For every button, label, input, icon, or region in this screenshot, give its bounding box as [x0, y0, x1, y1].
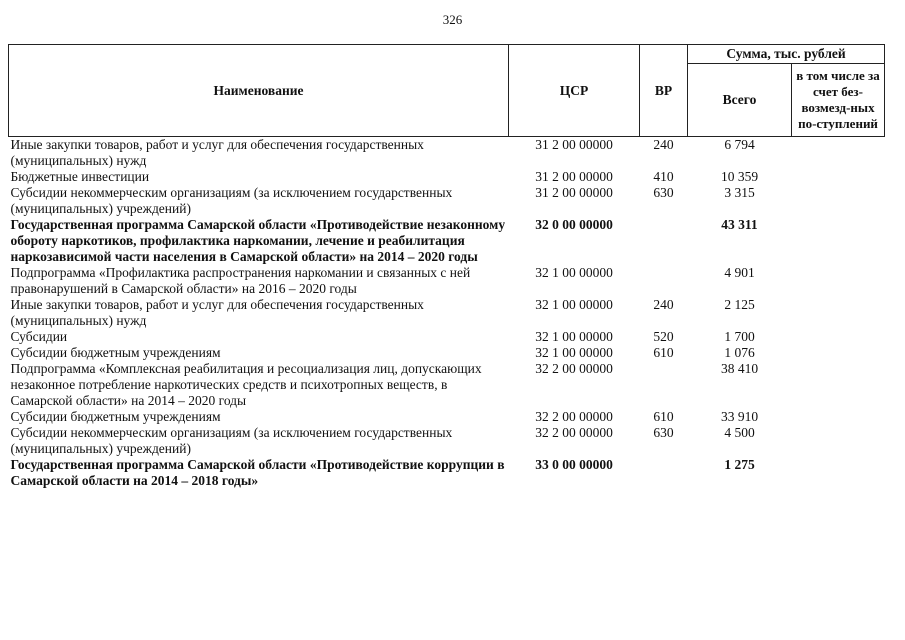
row-including: [792, 457, 885, 489]
row-csr: 32 0 00 00000: [535, 217, 613, 232]
header-csr: ЦСР: [509, 45, 640, 137]
row-including: [792, 185, 885, 217]
row-csr: 33 0 00 00000: [535, 457, 613, 472]
row-name: Иные закупки товаров, работ и услуг для обеспечения государственных (муниципальных) нужд: [10, 137, 424, 168]
header-total: Всего: [688, 64, 792, 137]
row-csr: 32 2 00 00000: [535, 425, 613, 440]
row-csr: 31 2 00 00000: [535, 185, 613, 200]
row-total: 4 500: [724, 425, 755, 440]
row-including: [792, 361, 885, 409]
page-number: 326: [442, 12, 463, 27]
row-csr: 32 1 00 00000: [535, 297, 613, 312]
row-vr: 410: [653, 169, 674, 184]
row-name: Субсидии бюджетным учреждениям: [10, 345, 221, 360]
row-name: Субсидии: [10, 329, 68, 344]
row-name: Подпрограмма «Профилактика распространения наркомании и связанных с ней правонарушений в Самарской области» на 2016 – 2020 годы: [10, 265, 471, 296]
row-including: [792, 329, 885, 345]
row-csr: 31 2 00 00000: [535, 137, 613, 152]
row-total: 4 901: [724, 265, 755, 280]
row-total: 1 275: [724, 457, 755, 472]
row-csr: 32 2 00 00000: [535, 361, 613, 376]
row-total: 3 315: [724, 185, 755, 200]
row-total: 10 359: [720, 169, 759, 184]
header-vr: ВР: [640, 45, 688, 137]
row-including: [792, 137, 885, 170]
row-name: Субсидии бюджетным учреждениям: [10, 409, 221, 424]
row-name: Иные закупки товаров, работ и услуг для обеспечения государственных (муниципальных) нужд: [10, 297, 424, 328]
table-row: [9, 409, 885, 425]
row-vr: 520: [653, 329, 674, 344]
table-row: [9, 345, 885, 361]
row-total: 1 076: [724, 345, 755, 360]
table-row: [9, 265, 885, 297]
row-including: [792, 425, 885, 457]
table-row: [9, 185, 885, 217]
row-including: [792, 217, 885, 265]
table-row: [9, 457, 885, 489]
row-csr: 32 1 00 00000: [535, 345, 613, 360]
row-csr: 32 1 00 00000: [535, 265, 613, 280]
table-row: [9, 425, 885, 457]
row-name: Подпрограмма «Комплексная реабилитация и ресоциализация лиц, допускающих незаконное потребление наркотических средств и психотропных веществ, в Самарской области» на 2014 – 2020 годы: [10, 361, 482, 408]
table-body: [9, 137, 885, 490]
budget-table: [8, 44, 885, 489]
table-row: [9, 137, 885, 170]
row-including: [792, 297, 885, 329]
table-row: [9, 217, 885, 265]
row-total: 2 125: [724, 297, 755, 312]
row-vr: 240: [653, 137, 674, 152]
row-vr: [640, 361, 688, 409]
row-vr: [640, 265, 688, 297]
row-csr: 31 2 00 00000: [535, 169, 613, 184]
row-name: Субсидии некоммерческим организациям (за исключением государственных (муниципальных) учреждений): [10, 425, 453, 456]
row-name: Субсидии некоммерческим организациям (за исключением государственных (муниципальных) учреждений): [10, 185, 453, 216]
table-row: [9, 361, 885, 409]
table-row: [9, 169, 885, 185]
header-sum-group: Сумма, тыс. рублей: [688, 45, 885, 64]
table-row: [9, 329, 885, 345]
row-total: 38 410: [720, 361, 759, 376]
row-name: Государственная программа Самарской области «Противодействие незаконному обороту наркотиков, профилактика наркомании, лечение и реабилитация наркозависимой части населения в Самарской области» на 2014 – 2020 годы: [10, 217, 506, 264]
row-csr: 32 1 00 00000: [535, 329, 613, 344]
row-vr: 630: [653, 185, 674, 200]
row-total: 33 910: [720, 409, 759, 424]
row-total: 1 700: [724, 329, 755, 344]
row-including: [792, 265, 885, 297]
header-including: в том числе за счет без-возмезд-ных по-ступлений: [792, 64, 885, 137]
row-including: [792, 345, 885, 361]
row-vr: 240: [653, 297, 674, 312]
row-name: Государственная программа Самарской области «Противодействие коррупции в Самарской области на 2014 – 2018 годы»: [10, 457, 505, 488]
row-vr: [640, 457, 688, 489]
row-including: [792, 409, 885, 425]
row-csr: 32 2 00 00000: [535, 409, 613, 424]
row-total: 6 794: [724, 137, 755, 152]
row-name: Бюджетные инвестиции: [10, 169, 150, 184]
row-vr: 610: [653, 409, 674, 424]
row-including: [792, 169, 885, 185]
row-vr: [640, 217, 688, 265]
row-total: 43 311: [721, 217, 758, 232]
table-header: [9, 45, 885, 137]
header-name: Наименование: [9, 45, 509, 137]
row-vr: 610: [653, 345, 674, 360]
row-vr: 630: [653, 425, 674, 440]
table-row: [9, 297, 885, 329]
